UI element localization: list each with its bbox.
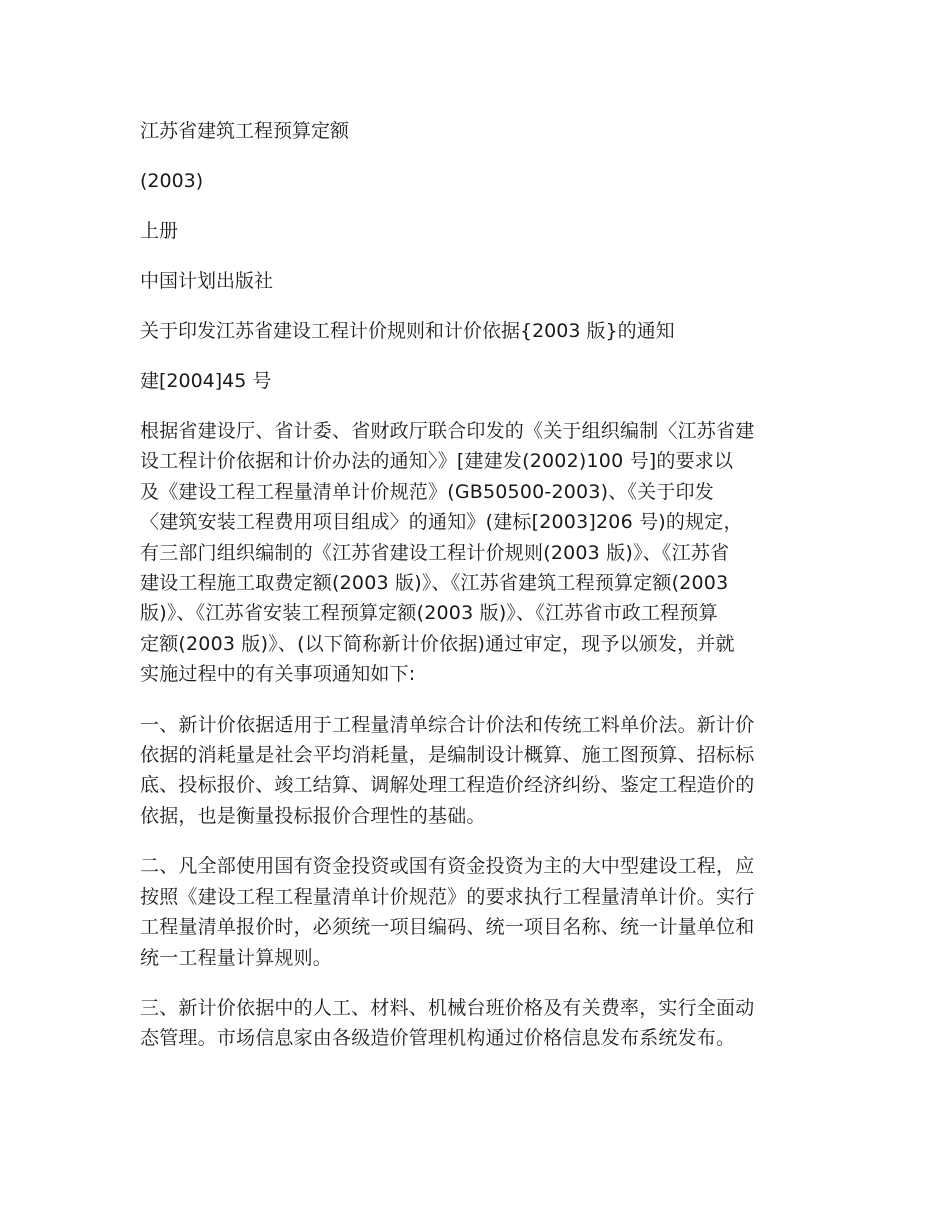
paragraph-line: 版)》、《江苏省安装工程预算定额(2003 版)》、《江苏省市政工程预算: [140, 602, 718, 625]
paragraph-line: 二、凡全部使用国有资金投资或国有资金投资为主的大中型建设工程，应: [140, 855, 755, 878]
paragraph-line: 底、投标报价、竣工结算、调解处理工程造价经济纠纷、鉴定工程造价的: [140, 774, 755, 797]
document-number: 建[2004]45 号: [140, 370, 272, 392]
paragraph-line: 〈建筑安装工程费用项目组成〉的通知》(建标[2003]206 号)的规定，: [140, 511, 743, 534]
paragraph-line: 实施过程中的有关事项通知如下:: [140, 663, 416, 686]
paragraph-line: 一、新计价依据适用于工程量清单综合计价法和传统工料单价法。新计价: [140, 713, 755, 736]
paragraph-line: 依据的消耗量是社会平均消耗量，是编制设计概算、施工图预算、招标标: [140, 744, 755, 767]
document-page: [140, 116, 812, 1074]
paragraph-line: 按照《建设工程工程量清单计价规范》的要求执行工程量清单计价。实行: [140, 885, 755, 908]
paragraph-line: 建设工程施工取费定额(2003 版)》、《江苏省建筑工程预算定额(2003: [140, 572, 729, 595]
document-title: 江苏省建筑工程预算定额: [140, 120, 350, 142]
paragraph-line: 根据省建设厅、省计委、省财政厅联合印发的《关于组织编制〈江苏省建: [140, 420, 755, 442]
paragraph-intro: [140, 416, 812, 690]
paragraph-line: 定额(2003 版)》、(以下简称新计价依据)通过审定，现予以颁发，并就: [140, 632, 735, 655]
paragraph-line: 依据，也是衡量投标报价合理性的基础。: [140, 804, 486, 827]
paragraph-line: 统一工程量计算规则。: [140, 946, 333, 969]
paragraph-item-2: [140, 851, 812, 973]
paragraph-line: 三、新计价依据中的人工、材料、机械台班价格及有关费率，实行全面动: [140, 996, 755, 1019]
notice-title: 关于印发江苏省建设工程计价规则和计价依据{2003 版}的通知: [140, 320, 675, 342]
publisher: 中国计划出版社: [140, 270, 274, 292]
document-year: (2003): [140, 170, 204, 192]
paragraph-line: 设工程计价依据和计价办法的通知〉》[建建发(2002)100 号]的要求以: [140, 450, 734, 473]
paragraph-line: 及《建设工程工程量清单计价规范》(GB50500-2003)、《关于印发: [140, 480, 714, 503]
paragraph-line: 有三部门组织编制的《江苏省建设工程计价规则(2003 版)》、《江苏省: [140, 541, 730, 564]
paragraph-item-3: [140, 993, 812, 1054]
paragraph-item-1: [140, 710, 812, 832]
paragraph-line: 工程量清单报价时，必须统一项目编码、统一项目名称、统一计量单位和: [140, 916, 755, 939]
document-volume: 上册: [140, 220, 179, 242]
paragraph-line: 态管理。市场信息家由各级造价管理机构通过价格信息发布系统发布。: [140, 1027, 736, 1050]
